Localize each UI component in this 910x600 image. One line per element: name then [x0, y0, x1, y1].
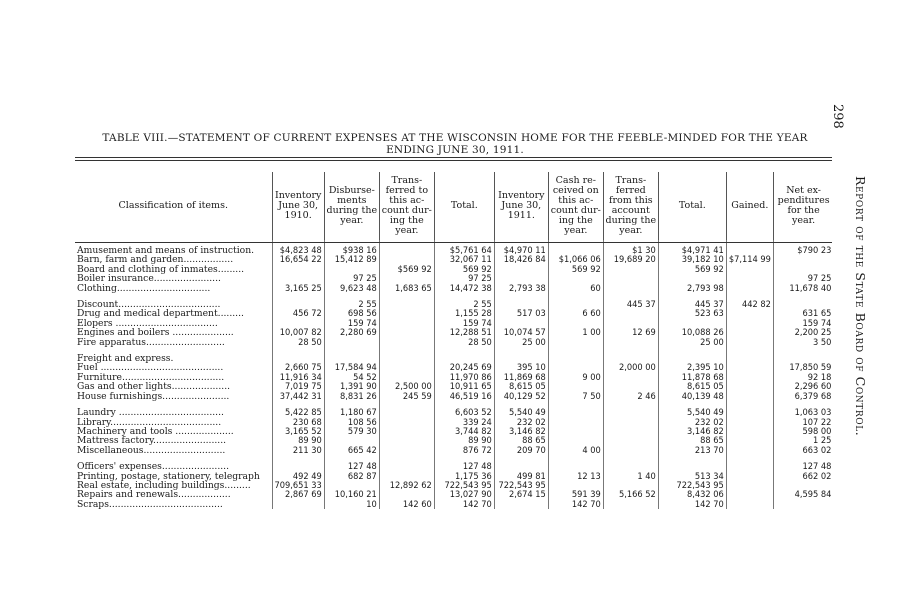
table-cell — [324, 338, 379, 347]
table-row — [75, 265, 833, 274]
table-cell — [548, 338, 603, 347]
table-cell — [726, 446, 773, 455]
row-label: Fuel .......................................... — [77, 363, 224, 373]
table-cell: 14,472 38 — [434, 284, 494, 293]
table-cell — [548, 427, 603, 436]
table-row — [75, 309, 833, 318]
table-cell: 4,595 84 — [773, 490, 833, 499]
column-header: Inventory June 30, 1910. — [272, 172, 324, 240]
table-cell: 513 34 — [658, 472, 726, 481]
row-label: Fire apparatus........................... — [77, 337, 225, 348]
table-cell — [379, 328, 434, 337]
table-cell — [726, 436, 773, 445]
table-cell — [548, 408, 603, 417]
gap-cell — [434, 347, 494, 354]
table-cell — [726, 363, 773, 372]
table-cell: 8,831 26 — [324, 392, 379, 401]
gap-cell — [379, 347, 434, 354]
page-number: 298 — [830, 104, 845, 129]
table-cell — [494, 500, 548, 509]
table-cell: $790 23 — [773, 246, 833, 255]
gap-cell — [75, 401, 272, 408]
table-cell: $938 16 — [324, 246, 379, 255]
table-cell: 2,500 00 — [379, 382, 434, 391]
gap-cell — [379, 455, 434, 462]
table-cell: 7,019 75 — [272, 382, 324, 391]
table-cell: 1 25 — [773, 436, 833, 445]
gap-cell — [726, 401, 773, 408]
table-cell — [726, 392, 773, 401]
table-cell: 89 90 — [434, 436, 494, 445]
table-cell — [726, 382, 773, 391]
column-header: Trans-ferred from this account during the year. — [603, 172, 658, 240]
table-cell — [603, 265, 658, 274]
column-header: Disburse-ments during the year. — [324, 172, 379, 240]
row-label: Officers' expenses....................... — [77, 462, 230, 472]
running-title: Report of the State Board of Control. — [853, 176, 868, 437]
table-cell — [494, 265, 548, 274]
table-title — [75, 132, 835, 156]
table-cell: 1,180 67 — [324, 408, 379, 417]
table-cell: 1,155 28 — [434, 309, 494, 318]
table-cell: 10 — [324, 500, 379, 509]
table-cell: 698 56 — [324, 309, 379, 318]
table-cell — [379, 354, 434, 363]
table-cell: 54 52 — [324, 373, 379, 382]
gap-cell — [272, 455, 324, 462]
row-label: Printing, postage, stationery, telegraph — [77, 471, 260, 481]
table-cell — [603, 284, 658, 293]
gap-cell — [379, 293, 434, 300]
table-cell: 569 92 — [658, 265, 726, 274]
table-cell — [603, 418, 658, 427]
gap-cell — [494, 455, 548, 462]
gap-cell — [75, 455, 272, 462]
table-cell — [379, 418, 434, 427]
table-cell — [548, 418, 603, 427]
table-cell: 127 48 — [324, 462, 379, 471]
row-label: Drug and medical department......... — [77, 309, 244, 319]
table-cell: 25 00 — [494, 338, 548, 347]
table-cell: 209 70 — [494, 446, 548, 455]
row-label: Repairs and renewals.................. — [77, 490, 231, 500]
table-row — [75, 500, 833, 509]
table-cell — [603, 427, 658, 436]
table-cell — [726, 408, 773, 417]
table-cell: 12,892 62 — [379, 481, 434, 490]
row-label: Elopers ................................... — [77, 318, 218, 329]
table-cell — [603, 408, 658, 417]
gap-cell — [658, 347, 726, 354]
table-cell: 7 50 — [548, 392, 603, 401]
table-cell: 19,689 20 — [603, 255, 658, 264]
table-cell: 1,175 36 — [434, 472, 494, 481]
column-header: Total. — [434, 172, 494, 240]
table-cell — [726, 373, 773, 382]
table-cell: 60 — [548, 284, 603, 293]
table-cell — [603, 436, 658, 445]
table-cell: 9 00 — [548, 373, 603, 382]
table-cell: 5,422 85 — [272, 408, 324, 417]
gap-cell — [603, 401, 658, 408]
row-label: Library...................................... — [77, 417, 222, 427]
table-cell: 517 03 — [494, 309, 548, 318]
row-label: Board and clothing of inmates......... — [77, 264, 245, 275]
table-cell: 569 92 — [434, 265, 494, 274]
table-cell — [379, 427, 434, 436]
table-cell: 3,744 82 — [434, 427, 494, 436]
table-cell: 2,000 00 — [603, 363, 658, 372]
table-cell: 159 74 — [324, 319, 379, 328]
table-cell — [726, 427, 773, 436]
table-cell: 11,916 34 — [272, 373, 324, 382]
row-label: Mattress factory......................... — [77, 436, 227, 446]
table-cell: 3,165 25 — [272, 284, 324, 293]
table-cell — [726, 472, 773, 481]
table-cell: 10,007 82 — [272, 328, 324, 337]
table-cell: 2,867 69 — [272, 490, 324, 499]
table-cell: $7,114 99 — [726, 255, 773, 264]
row-label: Scraps....................................... — [77, 499, 223, 510]
table-cell: 1,683 65 — [379, 284, 434, 293]
table-cell: 2 46 — [603, 392, 658, 401]
table-cell: 3,165 52 — [272, 427, 324, 436]
row-label: Gas and other lights.................... — [77, 382, 231, 392]
table-cell — [379, 300, 434, 309]
table-cell: 88 65 — [494, 436, 548, 445]
gap-cell — [773, 347, 833, 354]
table-cell: 20,245 69 — [434, 363, 494, 372]
table-cell: 92 18 — [773, 373, 833, 382]
table-cell: 245 59 — [379, 392, 434, 401]
table-cell: 12 69 — [603, 328, 658, 337]
row-label: Furniture................................... — [77, 372, 225, 383]
table-cell — [773, 500, 833, 509]
row-label: House furnishings....................... — [77, 391, 230, 402]
gap-cell — [726, 455, 773, 462]
table-cell: 28 50 — [272, 338, 324, 347]
gap-cell — [548, 347, 603, 354]
table-cell: 11,970 86 — [434, 373, 494, 382]
table-cell: 108 56 — [324, 418, 379, 427]
table-cell — [726, 418, 773, 427]
table-cell: 39,182 10 — [658, 255, 726, 264]
table-cell: 2,793 38 — [494, 284, 548, 293]
table-cell — [603, 338, 658, 347]
table-cell: 142 70 — [658, 500, 726, 509]
table-row — [75, 392, 833, 401]
table-cell: 1 40 — [603, 472, 658, 481]
table-cell: 6 60 — [548, 309, 603, 318]
row-label: Clothing................................ — [77, 283, 211, 294]
table-cell — [379, 462, 434, 471]
table-cell: 3 50 — [773, 338, 833, 347]
table-cell: 682 87 — [324, 472, 379, 481]
table-cell: $5,761 64 — [434, 246, 494, 255]
table-cell: 3,146 82 — [658, 427, 726, 436]
table-cell: 523 63 — [658, 309, 726, 318]
table-cell — [603, 446, 658, 455]
table-cell — [726, 309, 773, 318]
table-row — [75, 446, 833, 455]
row-label: Miscellaneous............................ — [77, 445, 226, 456]
table-cell: 9,623 48 — [324, 284, 379, 293]
table-cell — [726, 284, 773, 293]
table-cell: 2,296 60 — [773, 382, 833, 391]
gap-cell — [658, 455, 726, 462]
header-row — [75, 172, 833, 240]
table-cell: 10,911 65 — [434, 382, 494, 391]
table-cell — [379, 309, 434, 318]
table-cell — [379, 338, 434, 347]
table-cell: 230 68 — [272, 418, 324, 427]
table-cell: 662 02 — [773, 472, 833, 481]
gap-cell — [75, 293, 272, 300]
table-cell — [726, 274, 773, 283]
table-cell: 15,412 89 — [324, 255, 379, 264]
gap-cell — [272, 293, 324, 300]
table-cell: 492 49 — [272, 472, 324, 481]
table-cell — [379, 319, 434, 328]
table-cell: 40,139 48 — [658, 392, 726, 401]
table-cell: 709,651 33 — [272, 481, 324, 490]
table-cell — [726, 481, 773, 490]
column-header: Net ex-penditures for the year. — [773, 172, 833, 240]
row-label: Engines and boilers ..................... — [77, 328, 234, 338]
gap-cell — [548, 293, 603, 300]
table-cell: 665 42 — [324, 446, 379, 455]
table-cell — [726, 490, 773, 499]
table-cell: $4,971 41 — [658, 246, 726, 255]
table-cell — [773, 255, 833, 264]
table-cell: 32,067 11 — [434, 255, 494, 264]
table-cell: 97 25 — [434, 274, 494, 283]
table-cell: 28 50 — [434, 338, 494, 347]
table-cell: 11,678 40 — [773, 284, 833, 293]
table-cell: 569 92 — [548, 265, 603, 274]
table-cell: 11,878 68 — [658, 373, 726, 382]
table-cell: 10,074 57 — [494, 328, 548, 337]
table-cell — [726, 354, 773, 363]
table-cell: $4,823 48 — [272, 246, 324, 255]
table-cell: 579 30 — [324, 427, 379, 436]
table-cell: 598 00 — [773, 427, 833, 436]
table-cell: 722,543 95 — [658, 481, 726, 490]
gap-cell — [603, 455, 658, 462]
table-cell: 127 48 — [434, 462, 494, 471]
table-cell: $4,970 11 — [494, 246, 548, 255]
table-cell — [726, 500, 773, 509]
table-cell: 232 02 — [494, 418, 548, 427]
table-cell: 456 72 — [272, 309, 324, 318]
table-cell: 142 70 — [548, 500, 603, 509]
table-cell: 6,603 52 — [434, 408, 494, 417]
row-label: Real estate, including buildings......... — [77, 480, 251, 491]
gap-cell — [75, 347, 272, 354]
table-body — [75, 240, 833, 509]
row-label: Barn, farm and garden................. — [77, 255, 234, 265]
table-cell: 5,540 49 — [658, 408, 726, 417]
table-cell — [603, 373, 658, 382]
table-cell: 10,088 26 — [658, 328, 726, 337]
table-cell: 2 55 — [434, 300, 494, 309]
table-cell: 127 48 — [773, 462, 833, 471]
table-cell: 89 90 — [272, 436, 324, 445]
table-cell: 13,027 90 — [434, 490, 494, 499]
gap-cell — [494, 347, 548, 354]
gap-cell — [272, 347, 324, 354]
double-rule-bottom — [75, 160, 832, 161]
table-cell: 18,426 84 — [494, 255, 548, 264]
table-cell — [603, 500, 658, 509]
table-cell: 142 70 — [434, 500, 494, 509]
table-cell: 631 65 — [773, 309, 833, 318]
table-cell — [726, 328, 773, 337]
table-cell: 107 22 — [773, 418, 833, 427]
table-cell: $1,066 06 — [548, 255, 603, 264]
table-cell — [726, 265, 773, 274]
gap-cell — [603, 347, 658, 354]
table-cell: 37,442 31 — [272, 392, 324, 401]
table-cell — [726, 462, 773, 471]
gap-cell — [494, 293, 548, 300]
table-cell: 211 30 — [272, 446, 324, 455]
table-cell: 142 60 — [379, 500, 434, 509]
table-cell: 6,379 68 — [773, 392, 833, 401]
table-cell: 12,288 51 — [434, 328, 494, 337]
table-cell: 2,200 25 — [773, 328, 833, 337]
table-cell: 8,615 05 — [658, 382, 726, 391]
table-cell: 722,543 95 — [434, 481, 494, 490]
gap-cell — [548, 455, 603, 462]
column-header: Total. — [658, 172, 726, 240]
table-cell — [272, 500, 324, 509]
gap-cell — [379, 401, 434, 408]
table-cell: 8,432 06 — [658, 490, 726, 499]
table-cell: 213 70 — [658, 446, 726, 455]
table-row — [75, 284, 833, 293]
table-cell: 8,615 05 — [494, 382, 548, 391]
table-cell: 5,166 52 — [603, 490, 658, 499]
table-cell: $569 92 — [379, 265, 434, 274]
table-cell — [603, 274, 658, 283]
gap-cell — [773, 293, 833, 300]
gap-cell — [726, 347, 773, 354]
column-header: Trans-ferred to this ac-count dur-ing the year. — [379, 172, 434, 240]
table-cell: 97 25 — [773, 274, 833, 283]
table-cell: 17,850 59 — [773, 363, 833, 372]
table-cell: 2,395 10 — [658, 363, 726, 372]
table-cell — [379, 446, 434, 455]
table-cell: 88 65 — [658, 436, 726, 445]
table-cell: 445 37 — [603, 300, 658, 309]
table-cell: 46,519 16 — [434, 392, 494, 401]
table-title-line2: ENDING JUNE 30, 1911. — [386, 144, 524, 156]
table-cell: 12 13 — [548, 472, 603, 481]
table-cell: 1 00 — [548, 328, 603, 337]
table-cell — [726, 319, 773, 328]
table-cell: 395 10 — [494, 363, 548, 372]
table-cell: 159 74 — [434, 319, 494, 328]
table-cell: 663 02 — [773, 446, 833, 455]
column-header: Cash re-ceived on this ac-count dur-ing the year. — [548, 172, 603, 240]
table-cell: $1 30 — [603, 246, 658, 255]
table-cell: 2,793 98 — [658, 284, 726, 293]
table-cell: 16,654 22 — [272, 255, 324, 264]
table-cell: 445 37 — [658, 300, 726, 309]
table-cell: 722,543 95 — [494, 481, 548, 490]
table-cell: 3,146 82 — [494, 427, 548, 436]
group-gap-row — [75, 347, 833, 354]
column-header: Gained. — [726, 172, 773, 240]
table-cell — [379, 246, 434, 255]
table-cell: 97 25 — [324, 274, 379, 283]
group-gap-row — [75, 455, 833, 462]
table-title-line1: TABLE VIII.—STATEMENT OF CURRENT EXPENSES AT THE WISCONSIN HOME FOR THE FEEBLE-MINDED FOR THE YEAR — [102, 132, 808, 144]
row-label: Laundry .................................... — [77, 408, 224, 418]
table-cell — [603, 309, 658, 318]
table-cell — [379, 408, 434, 417]
table-cell: 25 00 — [658, 338, 726, 347]
expenses-table — [75, 172, 833, 509]
column-header: Inventory June 30, 1911. — [494, 172, 548, 240]
table-cell — [379, 436, 434, 445]
table-cell: 159 74 — [773, 319, 833, 328]
table-cell: 1,391 90 — [324, 382, 379, 391]
header-rule — [75, 242, 832, 243]
table-cell: 5,540 49 — [494, 408, 548, 417]
table-cell — [379, 363, 434, 372]
table-cell: 10,160 21 — [324, 490, 379, 499]
table-cell: 2,674 15 — [494, 490, 548, 499]
table-cell: 40,129 52 — [494, 392, 548, 401]
table-cell: 4 00 — [548, 446, 603, 455]
gap-cell — [324, 347, 379, 354]
table-cell: 17,584 94 — [324, 363, 379, 372]
table-cell: 591 39 — [548, 490, 603, 499]
row-label: Machinery and tools .................... — [77, 426, 234, 437]
table-cell — [548, 354, 603, 363]
table-cell: 2,660 75 — [272, 363, 324, 372]
gap-cell — [548, 401, 603, 408]
table-cell — [272, 265, 324, 274]
table-cell: 442 82 — [726, 300, 773, 309]
row-label: Boiler insurance....................... — [77, 274, 221, 284]
table-row — [75, 338, 833, 347]
table-cell: 2,280 69 — [324, 328, 379, 337]
table-cell: 876 72 — [434, 446, 494, 455]
table-cell: 1,063 03 — [773, 408, 833, 417]
table-cell: 499 81 — [494, 472, 548, 481]
table-cell — [726, 338, 773, 347]
table-cell: 232 02 — [658, 418, 726, 427]
row-label: Amusement and means of instruction. — [77, 246, 255, 256]
row-label: Freight and express. — [77, 354, 174, 364]
double-rule-top — [75, 157, 832, 158]
row-label: Discount................................... — [77, 300, 221, 310]
column-header: Classification of items. — [118, 200, 228, 211]
table-cell: 2 55 — [324, 300, 379, 309]
table-cell: 339 24 — [434, 418, 494, 427]
table-cell: 11,869 68 — [494, 373, 548, 382]
